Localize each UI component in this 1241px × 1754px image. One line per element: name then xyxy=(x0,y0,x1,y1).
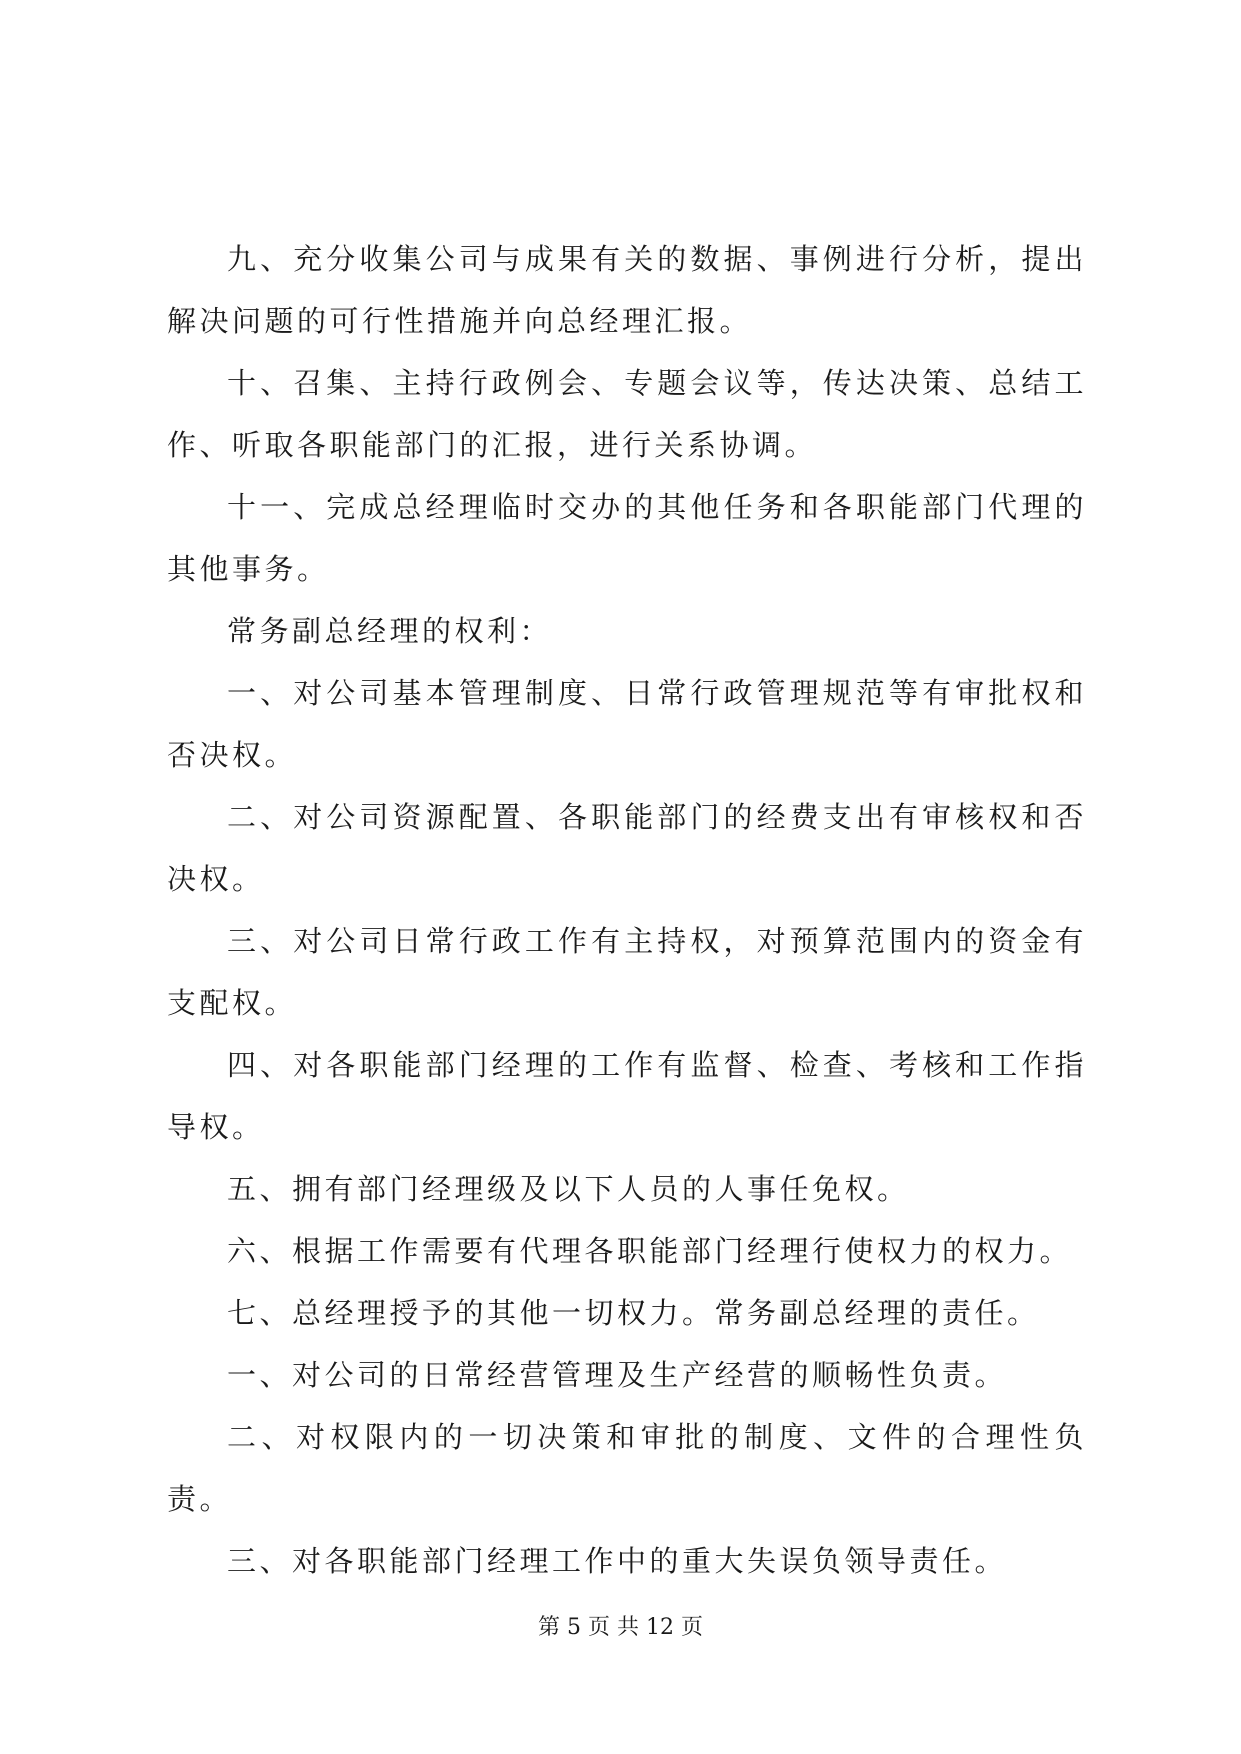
rights-item-2: 二、对公司资源配置、各职能部门的经费支出有审核权和否决权。 xyxy=(167,800,1087,896)
paragraph-item-11: 十一、完成总经理临时交办的其他任务和各职能部门代理的其他事务。 xyxy=(167,490,1087,586)
rights-item-6: 六、根据工作需要有代理各职能部门经理行使权力的权力。 xyxy=(227,1234,1073,1268)
paragraph-item-10: 十、召集、主持行政例会、专题会议等，传达决策、总结工作、听取各职能部门的汇报，进行关系协调。 xyxy=(167,366,1087,462)
rights-item-3: 三、对公司日常行政工作有主持权，对预算范围内的资金有支配权。 xyxy=(167,924,1087,1020)
page-number-footer: 第 5 页 共 12 页 xyxy=(538,1615,703,1640)
responsibility-item-3: 三、对各职能部门经理工作中的重大失误负领导责任。 xyxy=(227,1544,1008,1578)
rights-item-5: 五、拥有部门经理级及以下人员的人事任免权。 xyxy=(227,1172,910,1206)
responsibility-item-2: 二、对权限内的一切决策和审批的制度、文件的合理性负责。 xyxy=(167,1420,1087,1516)
section-heading-rights: 常务副总经理的权利： xyxy=(227,614,553,648)
rights-item-7: 七、总经理授予的其他一切权力。常务副总经理的责任。 xyxy=(227,1296,1040,1330)
document-body xyxy=(167,228,1087,1592)
rights-item-1: 一、对公司基本管理制度、日常行政管理规范等有审批权和否决权。 xyxy=(167,676,1087,772)
responsibility-item-1: 一、对公司的日常经营管理及生产经营的顺畅性负责。 xyxy=(227,1358,1008,1392)
rights-item-4: 四、对各职能部门经理的工作有监督、检查、考核和工作指导权。 xyxy=(167,1048,1087,1144)
paragraph-item-9: 九、充分收集公司与成果有关的数据、事例进行分析，提出解决问题的可行性措施并向总经理汇报。 xyxy=(167,242,1087,338)
